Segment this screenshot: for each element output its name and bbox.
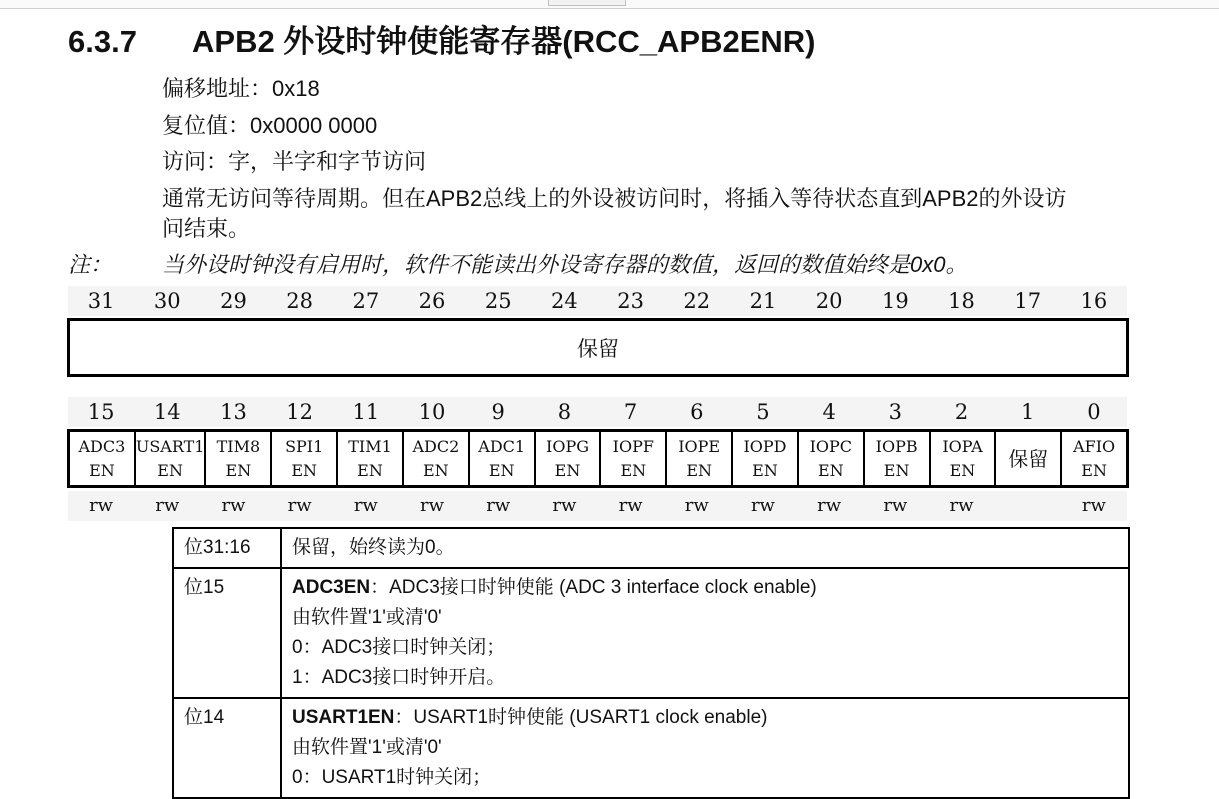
field-name: IOPF [612, 436, 654, 456]
field-name: IOPG [546, 436, 589, 456]
access-type: rw [420, 495, 445, 516]
field-afioen [1062, 432, 1126, 485]
description-line: 由软件置'1'或清'0' [292, 607, 442, 628]
field-tim1en [338, 432, 404, 485]
field-tim8en [206, 432, 272, 485]
access-type: rw [221, 495, 246, 516]
field-name: IOPB [875, 436, 918, 456]
table-row [173, 568, 1129, 698]
field-iopaen [931, 432, 997, 485]
field-name: TIM1 [348, 436, 392, 456]
access-type [995, 491, 1061, 521]
field-name: IOPA [942, 436, 983, 456]
bit-number: 15 [87, 400, 115, 424]
reserved-label: 保留 [577, 337, 619, 361]
table-row [173, 528, 1129, 568]
bit-number: 13 [220, 400, 247, 424]
field-suffix: EN [752, 460, 778, 480]
bit-number: 21 [749, 289, 777, 313]
field-suffix: EN [225, 460, 252, 480]
table-row [173, 698, 1129, 798]
field-name: IOPC [809, 436, 853, 456]
field-suffix: EN [157, 460, 183, 480]
access-type: rw [155, 495, 180, 516]
bit-number: 23 [617, 289, 644, 313]
field-iopden [733, 432, 799, 485]
bit-number: 7 [623, 400, 638, 424]
access-types [68, 491, 1127, 521]
access-type: rw [486, 495, 511, 516]
bit-number: 3 [888, 400, 903, 424]
access-type: rw [883, 495, 908, 516]
bit-number: 9 [491, 400, 505, 424]
field-iopfen [601, 432, 667, 485]
description-line: 1：ADC3接口时钟开启。 [292, 667, 506, 688]
register-fields [67, 429, 1129, 488]
field-suffix: EN [357, 460, 383, 480]
field-adc2en [404, 432, 470, 485]
viewer-tab[interactable] [548, 0, 626, 6]
field-name: ADC2 [412, 436, 460, 456]
section-heading [68, 16, 816, 61]
bit-number: 5 [756, 400, 770, 424]
access-type: rw [552, 495, 577, 516]
description-line: 0：USART1时钟关闭； [292, 767, 492, 788]
bit-number: 24 [551, 289, 578, 313]
field-name: ADC3 [78, 436, 126, 456]
field-suffix: EN [488, 460, 515, 480]
field-suffix: EN [423, 460, 449, 480]
bit-number: 30 [153, 289, 181, 313]
description-text: 保留，始终读为0。 [292, 537, 455, 558]
bit-number: 20 [815, 289, 843, 313]
bit-number: 1 [1021, 400, 1035, 424]
bit-number: 31 [87, 289, 115, 313]
access-type: rw [1081, 495, 1106, 516]
wait-info-line1: 通常无访问等待周期。但在APB2总线上的外设被访问时，将插入等待状态直到APB2的外设访 [162, 186, 1067, 211]
access-type: rw [89, 495, 114, 516]
access-info: 访问：字，半字和字节访问 [162, 149, 427, 174]
bit-description [281, 568, 1129, 698]
bit-number: 17 [1014, 289, 1042, 313]
section-number: 6.3.7 [68, 24, 137, 59]
bit-description-table [172, 527, 1130, 799]
field-name: IOPD [743, 436, 787, 456]
field-suffix: EN [1081, 460, 1107, 480]
field-iopgen [536, 432, 602, 485]
bit-number: 25 [484, 289, 512, 313]
field-name-bold: USART1EN [292, 707, 395, 728]
field-suffix: EN [686, 460, 712, 480]
field-name: AFIO [1073, 436, 1116, 456]
bit-number: 29 [220, 289, 247, 313]
access-type: rw [618, 495, 643, 516]
bit-number: 26 [418, 289, 446, 313]
bit-number: 19 [881, 289, 909, 313]
note-label: 注： [68, 252, 113, 277]
bit-number: 14 [153, 400, 181, 424]
bit-range [173, 568, 281, 698]
reserved-high-field [67, 318, 1129, 377]
field-name: TIM8 [216, 436, 261, 456]
field-suffix: EN [554, 460, 581, 480]
field-name: SPI1 [285, 436, 324, 456]
field-iopcen [799, 432, 865, 485]
section-title: APB2 外设时钟使能寄存器(RCC_APB2ENR) [192, 24, 816, 59]
field-suffix: EN [817, 460, 844, 480]
bit-range-text: 位15 [184, 577, 225, 598]
field-title: ：USART1时钟使能 (USART1 clock enable) [394, 707, 768, 728]
field-suffix: EN [291, 460, 318, 480]
bit-number: 12 [286, 400, 314, 424]
access-type: rw [949, 495, 974, 516]
wait-info-line2: 问结束。 [162, 216, 251, 241]
bit-number: 10 [418, 400, 446, 424]
field-adc3en [70, 432, 136, 485]
bit-number: 2 [954, 400, 969, 424]
access-type: rw [287, 495, 312, 516]
field-spi1en [272, 432, 338, 485]
viewer-top-bar [0, 0, 1219, 9]
field-suffix: EN [620, 460, 647, 480]
bit-number: 8 [557, 400, 572, 424]
description-line: 0：ADC3接口时钟关闭； [292, 637, 506, 658]
bit-number: 22 [683, 289, 711, 313]
bit-range-text: 位31:16 [184, 537, 251, 558]
field-suffix: EN [89, 460, 115, 480]
field-adc1en [470, 432, 536, 485]
offset-address: 偏移地址：0x18 [162, 76, 320, 101]
bit-number: 18 [948, 289, 975, 313]
field-name: USART1 [135, 436, 205, 456]
description-title [292, 703, 1118, 733]
field-name: IOPE [678, 436, 721, 456]
field-iopeen [667, 432, 733, 485]
bit-description [281, 698, 1129, 798]
field-reserved-bit1 [996, 432, 1062, 485]
field-iopben [865, 432, 931, 485]
field-suffix: EN [949, 460, 976, 480]
field-reserved-label: 保留 [1008, 446, 1049, 471]
bit-number: 4 [822, 400, 836, 424]
bit-number: 6 [690, 400, 704, 424]
bit-range-text: 位14 [184, 707, 225, 728]
field-name: ADC1 [478, 436, 526, 456]
access-type: rw [684, 495, 709, 516]
field-suffix: EN [883, 460, 910, 480]
field-title: ：ADC3接口时钟使能 (ADC 3 interface clock enable) [370, 577, 817, 598]
access-type: rw [353, 495, 378, 516]
description-line: 由软件置'1'或清'0' [292, 737, 442, 758]
bit-number: 16 [1080, 289, 1108, 313]
bit-number: 0 [1087, 400, 1101, 424]
bit-range [173, 698, 281, 798]
field-name-bold: ADC3EN [292, 577, 371, 598]
reset-value: 复位值：0x0000 0000 [162, 113, 378, 138]
note-text: 当外设时钟没有启用时，软件不能读出外设寄存器的数值，返回的数值始终是0x0。 [162, 252, 968, 277]
bit-range [173, 528, 281, 568]
bit-number: 27 [352, 289, 380, 313]
high-bit-numbers [68, 286, 1127, 316]
low-bit-numbers [68, 397, 1127, 427]
access-type: rw [817, 495, 842, 516]
field-usart1en [136, 432, 207, 485]
bit-description [281, 528, 1129, 568]
bit-number: 11 [352, 400, 380, 424]
access-type: rw [750, 495, 775, 516]
description-title [292, 573, 1118, 603]
bit-number: 28 [286, 289, 314, 313]
